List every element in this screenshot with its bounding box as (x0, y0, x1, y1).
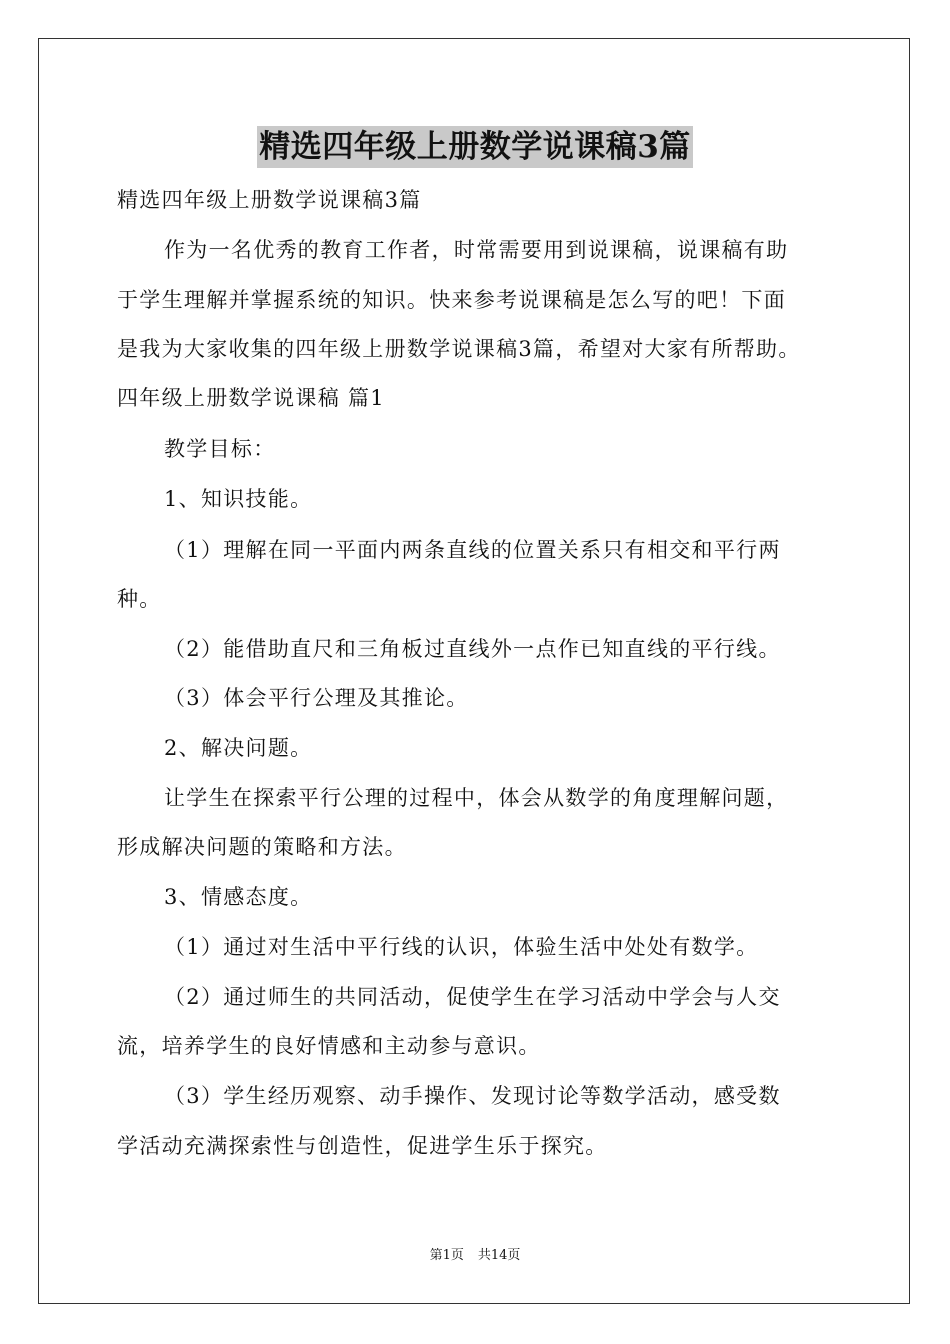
list-item-continuation: 种。 (117, 587, 162, 611)
paragraph-line: 教学目标： (164, 437, 276, 461)
list-item: （2）通过师生的共同活动，促使学生在学习活动中学会与人交 (164, 985, 781, 1009)
list-item-continuation: 流，培养学生的良好情感和主动参与意识。 (117, 1034, 541, 1058)
paragraph-line: 让学生在探索平行公理的过程中，体会从数学的角度理解问题， (164, 786, 789, 810)
list-item: （3）学生经历观察、动手操作、发现讨论等数学活动，感受数 (164, 1084, 781, 1108)
list-item: （2）能借助直尺和三角板过直线外一点作已知直线的平行线。 (164, 637, 781, 661)
list-item: （1）通过对生活中平行线的认识，体验生活中处处有数学。 (164, 935, 759, 959)
list-heading: 1、知识技能。 (164, 487, 313, 511)
section-heading: 四年级上册数学说课稿 篇1 (117, 386, 385, 410)
list-item: （3）体会平行公理及其推论。 (164, 686, 469, 710)
paragraph-line: 作为一名优秀的教育工作者，时常需要用到说课稿，说课稿有助 (164, 238, 789, 262)
paragraph-line: 是我为大家收集的四年级上册数学说课稿3篇，希望对大家有所帮助。 (117, 337, 801, 361)
paragraph-line: 于学生理解并掌握系统的知识。快来参考说课稿是怎么写的吧！下面 (117, 288, 786, 312)
document-title: 精选四年级上册数学说课稿3篇 (257, 126, 693, 168)
list-item: （1）理解在同一平面内两条直线的位置关系只有相交和平行两 (164, 538, 781, 562)
paragraph-line: 形成解决问题的策略和方法。 (117, 835, 407, 859)
list-item-continuation: 学活动充满探索性与创造性，促进学生乐于探究。 (117, 1134, 608, 1158)
title-container (0, 126, 950, 168)
page-footer (0, 1247, 950, 1265)
page-total: 共14页 (477, 1248, 521, 1263)
list-heading: 2、解决问题。 (164, 736, 313, 760)
subtitle-line: 精选四年级上册数学说课稿3篇 (117, 188, 422, 212)
page-border (38, 38, 910, 1304)
page-number: 第1页 (429, 1248, 464, 1263)
list-heading: 3、情感态度。 (164, 885, 313, 909)
